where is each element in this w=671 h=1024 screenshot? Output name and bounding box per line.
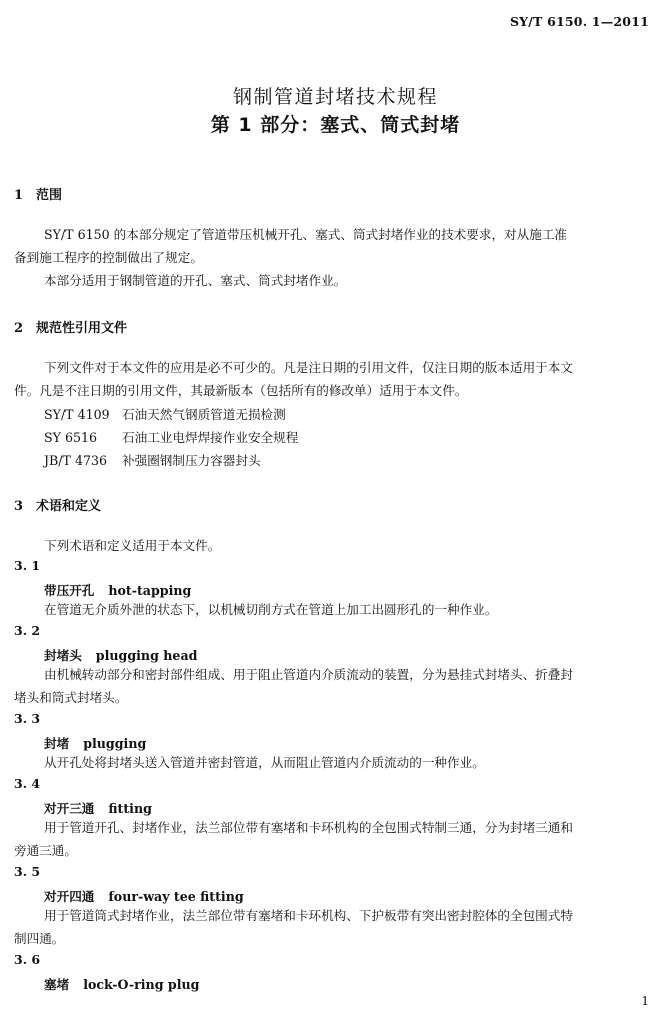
term-chinese: 塞堵 [44,977,70,992]
term-chinese: 封堵头 [44,648,82,663]
term-english: four-way tee fitting [108,889,244,904]
term-english: plugging [83,736,147,751]
term-number: 3. 3 [14,711,41,726]
reference-title: 石油工业电焊焊接作业安全规程 [122,430,299,445]
term-chinese: 对开三通 [44,801,95,816]
term-entry [44,733,146,752]
document-title: 钢制管道封堵技术规程 [232,86,438,108]
term-definition: 用于管道筒式封堵作业，法兰部位带有塞堵和卡环机构、下护板带有突出密封腔体的全包围式特 [44,908,573,923]
term-entry [44,580,191,599]
normative-paragraph-line: 件。凡是不注日期的引用文件，其最新版本（包括所有的修改单）适用于本文件。 [14,383,468,398]
term-number: 3. 1 [14,558,41,573]
standard-code: SY/T 6150. 1—2011 [509,14,649,29]
term-number: 3. 2 [14,623,41,638]
section-number: 1 [14,188,24,203]
term-entry [44,645,197,664]
section-heading-terms [14,495,101,514]
term-entry [44,886,244,905]
reference-code: SY/T 4109 [44,407,110,422]
term-definition: 由机械转动部分和密封部件组成、用于阻止管道内介质流动的装置，分为悬挂式封堵头、折叠封 [44,667,573,682]
section-title: 术语和定义 [36,499,102,514]
scope-paragraph-line: 备到施工程序的控制做出了规定。 [14,250,203,265]
term-english: fitting [108,801,152,816]
term-definition: 从开孔处将封堵头送入管道并密封管道，从而阻止管道内介质流动的一种作业。 [44,755,485,770]
section-heading-scope [14,184,62,203]
reference-title: 补强圈钢制压力容器封头 [122,453,261,468]
term-chinese: 带压开孔 [44,583,95,598]
section-number: 3 [14,499,24,514]
term-definition: 在管道无介质外泄的状态下，以机械切削方式在管道上加工出圆形孔的一种作业。 [44,602,498,617]
section-title: 范围 [36,188,63,203]
term-definition: 制四通。 [14,931,65,946]
document-subtitle: 第 1 部分：塞式、筒式封堵 [210,114,461,136]
term-entry [44,974,199,993]
scope-paragraph-line: SY/T 6150 的本部分规定了管道带压机械开孔、塞式、筒式封堵作业的技术要求，对从施工准 [44,227,568,242]
section-heading-normative [14,317,127,336]
term-definition: 用于管道开孔、封堵作业，法兰部位带有塞堵和卡环机构的全包围式特制三通，分为封堵三通和 [44,820,573,835]
term-definition: 堵头和筒式封堵头。 [14,690,128,705]
scope-paragraph: 本部分适用于钢制管道的开孔、塞式、筒式封堵作业。 [44,273,347,288]
term-chinese: 对开四通 [44,889,95,904]
reference-code: SY 6516 [44,430,97,445]
term-english: lock-O-ring plug [83,977,200,992]
term-english: hot-tapping [108,583,192,598]
normative-reference [44,404,286,423]
term-number: 3. 6 [14,952,41,967]
normative-paragraph-line: 下列文件对于本文件的应用是必不可少的。凡是注日期的引用文件，仅注日期的版本适用于本文 [44,360,573,375]
term-entry [44,798,152,817]
section-number: 2 [14,321,24,336]
term-number: 3. 5 [14,864,41,879]
reference-code: JB/T 4736 [44,453,107,468]
reference-title: 石油天然气钢质管道无损检测 [122,407,286,422]
section-title: 规范性引用文件 [36,321,128,336]
term-number: 3. 4 [14,776,41,791]
term-chinese: 封堵 [44,736,70,751]
page-number: 1 [641,994,649,1008]
terms-intro: 下列术语和定义适用于本文件。 [44,538,221,553]
normative-reference [44,450,261,469]
term-english: plugging head [95,648,198,663]
term-definition: 旁通三通。 [14,843,77,858]
normative-reference [44,427,298,446]
